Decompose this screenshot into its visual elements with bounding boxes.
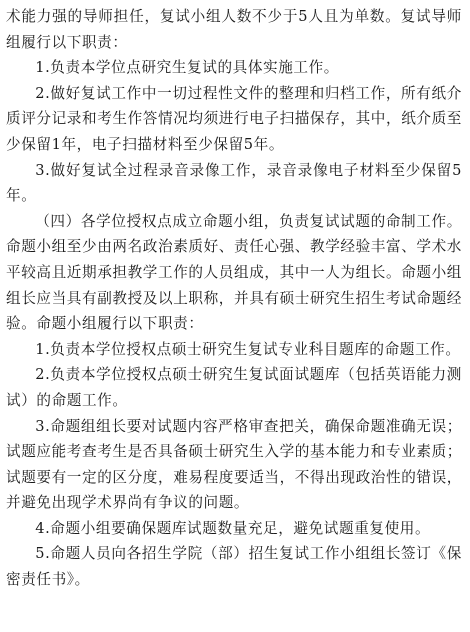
paragraph-question-duty-1: 1.负责本学位授权点硕士研究生复试专业科目题库的命题工作。 [35,340,461,358]
paragraph-question-duty-5: 5.命题人员向各招生学院（部）招生复试工作小组组长签订《保密责任书》。 [6,545,462,589]
paragraph-continuation: 术能力强的导师担任，复试小组人数不少于5人且为单数。复试导师组履行以下职责： [6,8,462,51]
paragraph-duty-1: 1.负责本学位点研究生复试的具体实施工作。 [35,59,339,77]
paragraph-question-duty-4: 4.命题小组要确保题库试题数量充足，避免试题重复使用。 [35,519,431,537]
paragraph-question-duty-3: 3.命题组组长要对试题内容严格审查把关，确保命题准确无误；试题应能考查考生是否具备硕士研究生入学的基本能力和专业素质；试题要有一定的区分度，难易程度要适当，不得出现政治性的错误，并避免出现学术界尚有争议的问题。 [6,417,462,512]
paragraph-question-duty-2: 2.负责本学位授权点硕士研究生复试面试题库（包括英语能力测试）的命题工作。 [6,366,462,409]
paragraph-section-4: （四）各学位授权点成立命题小组，负责复试试题的命制工作。命题小组至少由两名政治素质好、责任心强、教学经验丰富、学术水平较高且近期承担教学工作的人员组成，其中一人为组长。命题小组组长应当具有副教授及以上职称，并具有硕士研究生招生考试命题经验。命题小组履行以下职责： [6,212,462,333]
paragraph-duty-2: 2.做好复试工作中一切过程性文件的整理和归档工作，所有纸介质评分记录和考生作答情况均须进行电子扫描保存，其中，纸介质至少保留1年，电子扫描材料至少保留5年。 [6,84,462,153]
paragraph-duty-3: 3.做好复试全过程录音录像工作，录音录像电子材料至少保留5年。 [6,161,462,205]
